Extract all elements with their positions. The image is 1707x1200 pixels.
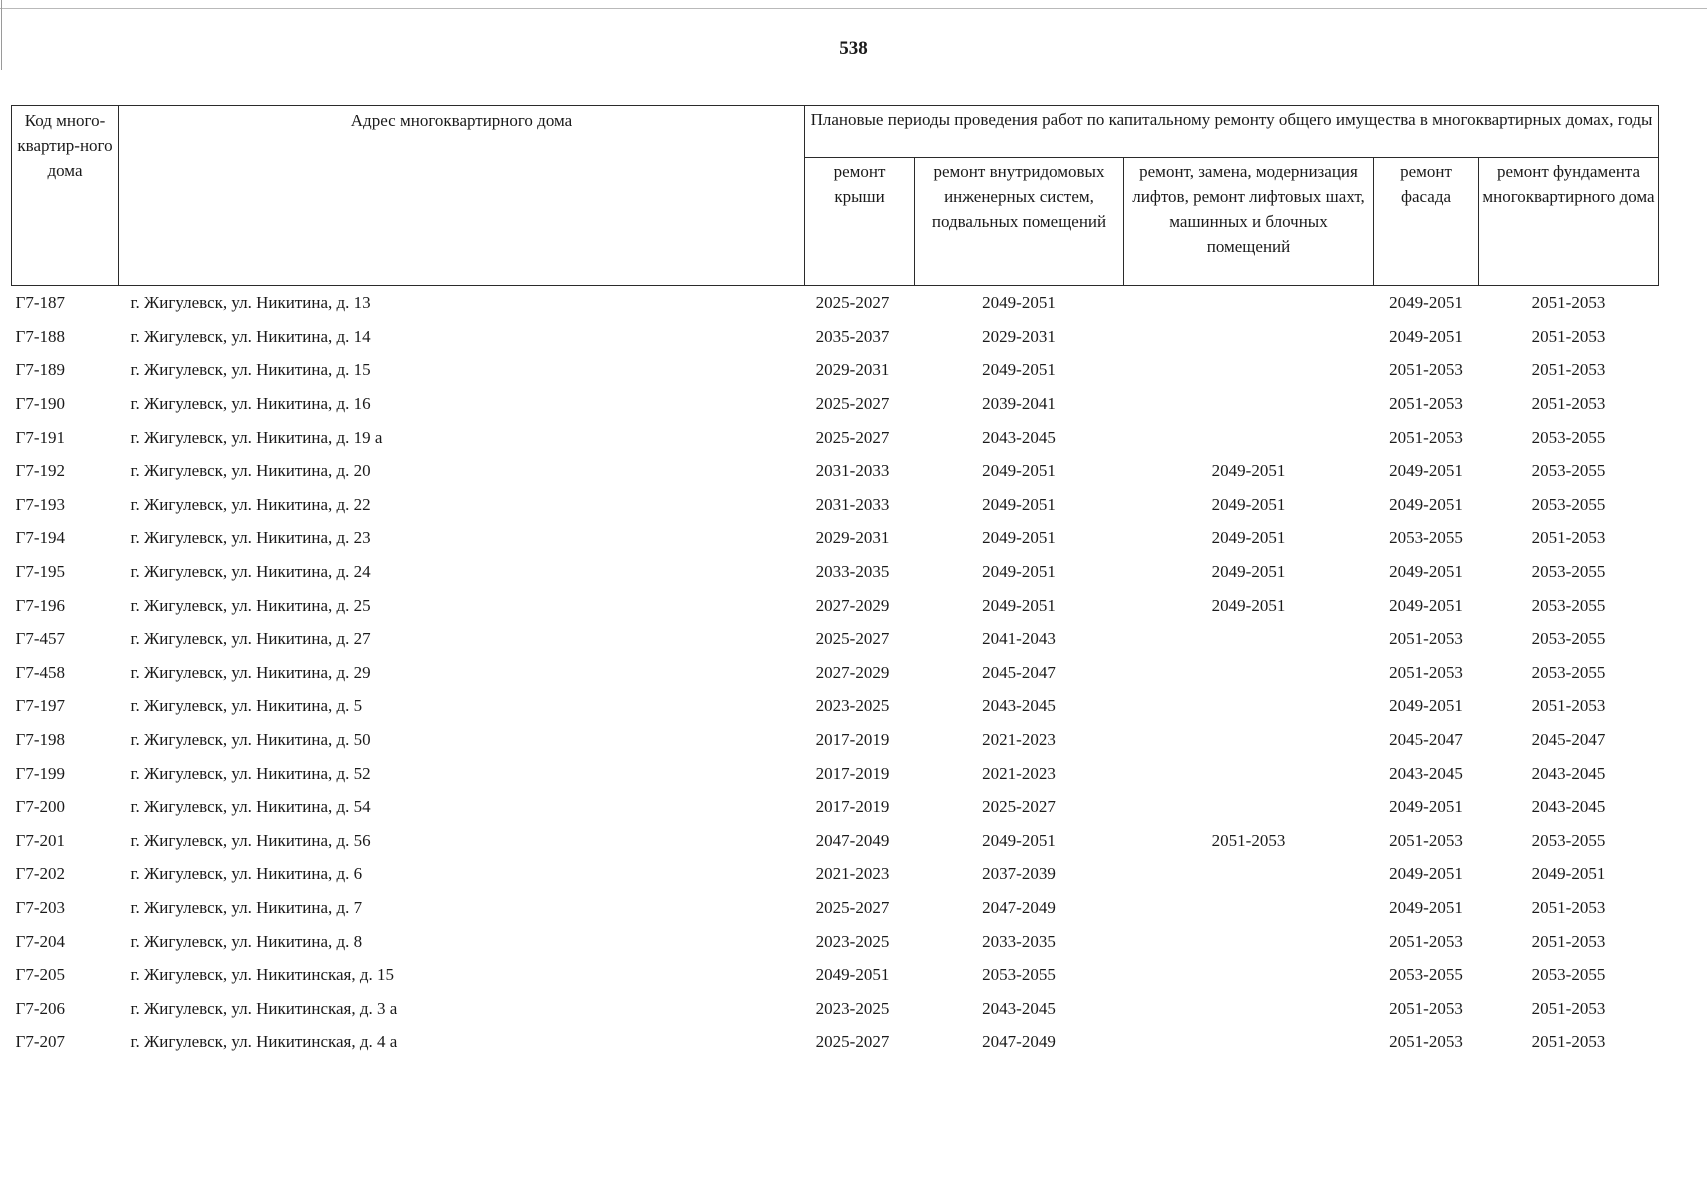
cell-address: г. Жигулевск, ул. Никитинская, д. 3 а bbox=[130, 998, 398, 1018]
cell-foundation: 2051-2053 bbox=[1531, 394, 1606, 414]
cell-address: г. Жигулевск, ул. Никитина, д. 14 bbox=[130, 326, 371, 346]
cell-lifts: 2049-2051 bbox=[1211, 494, 1286, 514]
cell-foundation: 2053-2055 bbox=[1531, 427, 1606, 447]
cell-lifts bbox=[1124, 320, 1374, 354]
cell-facade: 2051-2053 bbox=[1389, 360, 1463, 380]
header-roof: ремонт крыши bbox=[805, 158, 915, 286]
cell-code: Г7-192 bbox=[15, 461, 65, 481]
cell-roof: 2025-2027 bbox=[815, 629, 890, 649]
table-row bbox=[12, 387, 1659, 421]
cell-code: Г7-191 bbox=[15, 427, 65, 447]
cell-address: г. Жигулевск, ул. Никитина, д. 56 bbox=[130, 830, 371, 850]
cell-foundation: 2051-2053 bbox=[1531, 897, 1606, 917]
cell-engineering: 2029-2031 bbox=[982, 326, 1056, 346]
cell-code: Г7-203 bbox=[15, 897, 65, 917]
cell-engineering: 2033-2035 bbox=[982, 931, 1056, 951]
page-number: 538 bbox=[839, 38, 868, 59]
cell-lifts: 2049-2051 bbox=[1211, 595, 1286, 615]
cell-facade: 2049-2051 bbox=[1389, 494, 1463, 514]
table-row bbox=[12, 521, 1659, 555]
cell-lifts bbox=[1124, 622, 1374, 656]
cell-foundation: 2043-2045 bbox=[1531, 763, 1606, 783]
cell-engineering: 2049-2051 bbox=[982, 595, 1056, 615]
cell-lifts bbox=[1124, 790, 1374, 824]
cell-lifts bbox=[1124, 1025, 1374, 1059]
header-code: Код много-квартир-ного дома bbox=[12, 106, 119, 286]
cell-foundation: 2053-2055 bbox=[1531, 562, 1606, 582]
cell-engineering: 2043-2045 bbox=[982, 696, 1056, 716]
cell-foundation: 2053-2055 bbox=[1531, 595, 1606, 615]
table-row bbox=[12, 588, 1659, 622]
cell-address: г. Жигулевск, ул. Никитина, д. 22 bbox=[130, 494, 371, 514]
cell-foundation: 2053-2055 bbox=[1531, 830, 1606, 850]
header-lifts: ремонт, замена, модернизация лифтов, ремонт лифтовых шахт, машинных и блочных помещений bbox=[1124, 158, 1374, 286]
cell-roof: 2031-2033 bbox=[815, 494, 890, 514]
cell-roof: 2017-2019 bbox=[815, 730, 890, 750]
cell-address: г. Жигулевск, ул. Никитинская, д. 15 bbox=[130, 965, 395, 985]
cell-code: Г7-187 bbox=[15, 293, 65, 313]
cell-foundation: 2053-2055 bbox=[1531, 629, 1606, 649]
cell-address: г. Жигулевск, ул. Никитина, д. 5 bbox=[130, 696, 363, 716]
cell-engineering: 2049-2051 bbox=[982, 494, 1056, 514]
cell-facade: 2051-2053 bbox=[1389, 998, 1463, 1018]
cell-engineering: 2037-2039 bbox=[982, 864, 1056, 884]
cell-foundation: 2045-2047 bbox=[1531, 730, 1606, 750]
cell-foundation: 2043-2045 bbox=[1531, 797, 1606, 817]
cell-facade: 2049-2051 bbox=[1389, 326, 1463, 346]
cell-code: Г7-458 bbox=[15, 662, 65, 682]
cell-code: Г7-202 bbox=[15, 864, 65, 884]
cell-engineering: 2049-2051 bbox=[982, 461, 1056, 481]
cell-foundation: 2051-2053 bbox=[1531, 293, 1606, 313]
cell-foundation: 2053-2055 bbox=[1531, 965, 1606, 985]
cell-engineering: 2025-2027 bbox=[982, 797, 1056, 817]
table-row bbox=[12, 1025, 1659, 1059]
cell-foundation: 2051-2053 bbox=[1531, 360, 1606, 380]
cell-roof: 2031-2033 bbox=[815, 461, 890, 481]
cell-foundation: 2051-2053 bbox=[1531, 528, 1606, 548]
cell-engineering: 2047-2049 bbox=[982, 1032, 1056, 1052]
cell-address: г. Жигулевск, ул. Никитина, д. 8 bbox=[130, 931, 363, 951]
capital-repair-schedule-table bbox=[11, 105, 1659, 1059]
cell-lifts: 2051-2053 bbox=[1211, 830, 1286, 850]
cell-facade: 2053-2055 bbox=[1389, 965, 1463, 985]
table-row bbox=[12, 454, 1659, 488]
table-row bbox=[12, 555, 1659, 589]
cell-roof: 2025-2027 bbox=[815, 293, 890, 313]
cell-lifts bbox=[1124, 689, 1374, 723]
cell-lifts bbox=[1124, 991, 1374, 1025]
cell-code: Г7-204 bbox=[15, 931, 65, 951]
cell-facade: 2049-2051 bbox=[1389, 864, 1463, 884]
cell-lifts: 2049-2051 bbox=[1211, 528, 1286, 548]
cell-roof: 2035-2037 bbox=[815, 326, 890, 346]
cell-engineering: 2041-2043 bbox=[982, 629, 1056, 649]
cell-code: Г7-196 bbox=[15, 595, 65, 615]
cell-address: г. Жигулевск, ул. Никитина, д. 6 bbox=[130, 864, 363, 884]
cell-lifts bbox=[1124, 286, 1374, 320]
cell-facade: 2049-2051 bbox=[1389, 696, 1463, 716]
table-row bbox=[12, 756, 1659, 790]
cell-address: г. Жигулевск, ул. Никитина, д. 50 bbox=[130, 730, 371, 750]
header-facade: ремонт фасада bbox=[1374, 158, 1479, 286]
table-row bbox=[12, 891, 1659, 925]
cell-engineering: 2053-2055 bbox=[982, 965, 1056, 985]
cell-roof: 2023-2025 bbox=[815, 931, 890, 951]
cell-facade: 2049-2051 bbox=[1389, 562, 1463, 582]
cell-roof: 2029-2031 bbox=[815, 528, 890, 548]
cell-lifts bbox=[1124, 353, 1374, 387]
cell-code: Г7-199 bbox=[15, 763, 65, 783]
cell-engineering: 2049-2051 bbox=[982, 562, 1056, 582]
cell-facade: 2051-2053 bbox=[1389, 830, 1463, 850]
cell-roof: 2029-2031 bbox=[815, 360, 890, 380]
table-row bbox=[12, 488, 1659, 522]
cell-facade: 2053-2055 bbox=[1389, 528, 1463, 548]
cell-code: Г7-457 bbox=[15, 629, 65, 649]
cell-address: г. Жигулевск, ул. Никитина, д. 24 bbox=[130, 562, 371, 582]
cell-lifts bbox=[1124, 756, 1374, 790]
header-foundation: ремонт фундамента многоквартирного дома bbox=[1479, 158, 1659, 286]
cell-code: Г7-207 bbox=[15, 1032, 65, 1052]
cell-code: Г7-193 bbox=[15, 494, 65, 514]
cell-code: Г7-198 bbox=[15, 730, 65, 750]
cell-engineering: 2043-2045 bbox=[982, 998, 1056, 1018]
cell-code: Г7-188 bbox=[15, 326, 65, 346]
cell-address: г. Жигулевск, ул. Никитина, д. 19 а bbox=[130, 427, 383, 447]
cell-roof: 2047-2049 bbox=[815, 830, 890, 850]
cell-roof: 2025-2027 bbox=[815, 427, 890, 447]
table-body bbox=[12, 286, 1659, 1059]
cell-lifts bbox=[1124, 656, 1374, 690]
cell-code: Г7-206 bbox=[15, 998, 65, 1018]
cell-code: Г7-194 bbox=[15, 528, 65, 548]
cell-facade: 2045-2047 bbox=[1389, 730, 1463, 750]
cell-facade: 2051-2053 bbox=[1389, 1032, 1463, 1052]
cell-roof: 2049-2051 bbox=[815, 965, 890, 985]
table-row bbox=[12, 924, 1659, 958]
cell-roof: 2017-2019 bbox=[815, 797, 890, 817]
cell-address: г. Жигулевск, ул. Никитина, д. 25 bbox=[130, 595, 371, 615]
cell-foundation: 2051-2053 bbox=[1531, 696, 1606, 716]
scan-edge-top bbox=[0, 8, 1707, 9]
cell-lifts bbox=[1124, 420, 1374, 454]
cell-engineering: 2043-2045 bbox=[982, 427, 1056, 447]
cell-lifts: 2049-2051 bbox=[1211, 562, 1286, 582]
table-row bbox=[12, 723, 1659, 757]
cell-foundation: 2053-2055 bbox=[1531, 662, 1606, 682]
table-row bbox=[12, 320, 1659, 354]
cell-foundation: 2053-2055 bbox=[1531, 494, 1606, 514]
table-header bbox=[12, 106, 1659, 286]
cell-engineering: 2049-2051 bbox=[982, 293, 1056, 313]
cell-engineering: 2045-2047 bbox=[982, 662, 1056, 682]
table-row bbox=[12, 656, 1659, 690]
table-row bbox=[12, 790, 1659, 824]
cell-address: г. Жигулевск, ул. Никитина, д. 52 bbox=[130, 763, 371, 783]
table-row bbox=[12, 689, 1659, 723]
cell-address: г. Жигулевск, ул. Никитина, д. 27 bbox=[130, 629, 371, 649]
cell-address: г. Жигулевск, ул. Никитина, д. 23 bbox=[130, 528, 371, 548]
cell-lifts bbox=[1124, 924, 1374, 958]
cell-address: г. Жигулевск, ул. Никитина, д. 7 bbox=[130, 897, 363, 917]
cell-facade: 2051-2053 bbox=[1389, 427, 1463, 447]
cell-code: Г7-190 bbox=[15, 394, 65, 414]
cell-lifts bbox=[1124, 857, 1374, 891]
cell-engineering: 2021-2023 bbox=[982, 730, 1056, 750]
cell-roof: 2027-2029 bbox=[815, 595, 890, 615]
cell-facade: 2049-2051 bbox=[1389, 897, 1463, 917]
cell-roof: 2023-2025 bbox=[815, 696, 890, 716]
cell-foundation: 2051-2053 bbox=[1531, 1032, 1606, 1052]
cell-code: Г7-200 bbox=[15, 797, 65, 817]
header-address: Адрес многоквартирного дома bbox=[119, 106, 805, 286]
cell-facade: 2049-2051 bbox=[1389, 595, 1463, 615]
cell-address: г. Жигулевск, ул. Никитинская, д. 4 а bbox=[130, 1032, 398, 1052]
cell-roof: 2025-2027 bbox=[815, 1032, 890, 1052]
header-periods-group: Плановые периоды проведения работ по капитальному ремонту общего имущества в многоквартирных домах, годы bbox=[805, 106, 1659, 158]
cell-lifts bbox=[1124, 723, 1374, 757]
cell-lifts: 2049-2051 bbox=[1211, 461, 1286, 481]
cell-foundation: 2051-2053 bbox=[1531, 931, 1606, 951]
cell-engineering: 2039-2041 bbox=[982, 394, 1056, 414]
cell-roof: 2021-2023 bbox=[815, 864, 890, 884]
cell-foundation: 2051-2053 bbox=[1531, 326, 1606, 346]
cell-facade: 2051-2053 bbox=[1389, 629, 1463, 649]
cell-lifts bbox=[1124, 387, 1374, 421]
cell-lifts bbox=[1124, 891, 1374, 925]
table-row bbox=[12, 857, 1659, 891]
cell-engineering: 2049-2051 bbox=[982, 360, 1056, 380]
table-row bbox=[12, 622, 1659, 656]
header-engineering: ремонт внутридомовых инженерных систем, подвальных помещений bbox=[915, 158, 1124, 286]
table-row bbox=[12, 353, 1659, 387]
cell-address: г. Жигулевск, ул. Никитина, д. 13 bbox=[130, 293, 371, 313]
cell-roof: 2023-2025 bbox=[815, 998, 890, 1018]
cell-address: г. Жигулевск, ул. Никитина, д. 20 bbox=[130, 461, 371, 481]
cell-address: г. Жигулевск, ул. Никитина, д. 54 bbox=[130, 797, 371, 817]
table-row bbox=[12, 991, 1659, 1025]
cell-engineering: 2049-2051 bbox=[982, 830, 1056, 850]
cell-roof: 2033-2035 bbox=[815, 562, 890, 582]
cell-facade: 2043-2045 bbox=[1389, 763, 1463, 783]
cell-roof: 2025-2027 bbox=[815, 897, 890, 917]
header-row-top bbox=[12, 106, 1659, 158]
cell-code: Г7-201 bbox=[15, 830, 65, 850]
cell-engineering: 2047-2049 bbox=[982, 897, 1056, 917]
cell-facade: 2049-2051 bbox=[1389, 797, 1463, 817]
cell-engineering: 2049-2051 bbox=[982, 528, 1056, 548]
cell-facade: 2049-2051 bbox=[1389, 293, 1463, 313]
table-row bbox=[12, 420, 1659, 454]
cell-code: Г7-189 bbox=[15, 360, 65, 380]
table-row bbox=[12, 824, 1659, 858]
cell-foundation: 2049-2051 bbox=[1531, 864, 1606, 884]
cell-lifts bbox=[1124, 958, 1374, 992]
cell-engineering: 2021-2023 bbox=[982, 763, 1056, 783]
cell-facade: 2051-2053 bbox=[1389, 662, 1463, 682]
cell-foundation: 2053-2055 bbox=[1531, 461, 1606, 481]
cell-roof: 2025-2027 bbox=[815, 394, 890, 414]
cell-foundation: 2051-2053 bbox=[1531, 998, 1606, 1018]
cell-roof: 2017-2019 bbox=[815, 763, 890, 783]
cell-address: г. Жигулевск, ул. Никитина, д. 29 bbox=[130, 662, 371, 682]
cell-code: Г7-195 bbox=[15, 562, 65, 582]
cell-code: Г7-205 bbox=[15, 965, 65, 985]
cell-facade: 2051-2053 bbox=[1389, 931, 1463, 951]
cell-address: г. Жигулевск, ул. Никитина, д. 16 bbox=[130, 394, 371, 414]
cell-facade: 2051-2053 bbox=[1389, 394, 1463, 414]
table-row bbox=[12, 958, 1659, 992]
cell-address: г. Жигулевск, ул. Никитина, д. 15 bbox=[130, 360, 371, 380]
cell-code: Г7-197 bbox=[15, 696, 65, 716]
cell-roof: 2027-2029 bbox=[815, 662, 890, 682]
table-row bbox=[12, 286, 1659, 320]
cell-facade: 2049-2051 bbox=[1389, 461, 1463, 481]
